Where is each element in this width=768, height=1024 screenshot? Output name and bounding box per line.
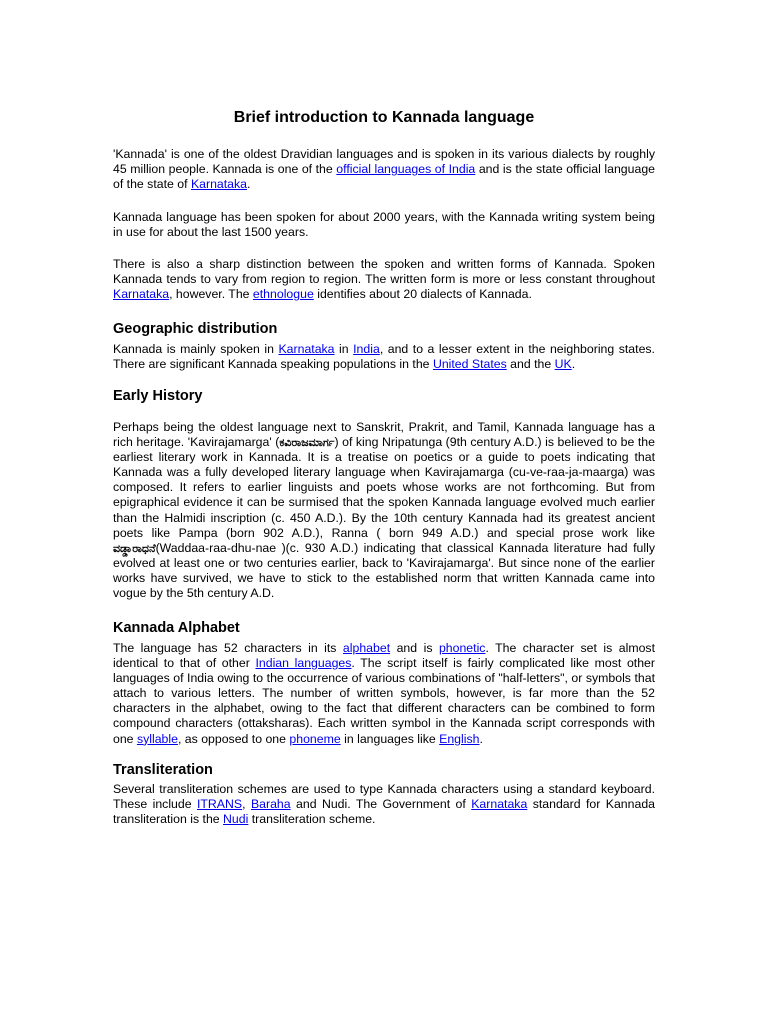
text-run: The language has 52 characters in its [113, 641, 343, 655]
text-run: . [247, 177, 251, 192]
page-title: Brief introduction to Kannada language [233, 109, 535, 126]
link-india[interactable]: India [353, 342, 380, 356]
link-syllable[interactable]: syllable [136, 731, 178, 746]
text-run: 'Kannada' is one of the oldest Dravidian languages and is spoken in its various dialects by roughly 45 million people. Kannada is one of the [113, 147, 655, 177]
text-run: identifies about 20 dialects of Kannada. [313, 287, 532, 302]
text-run: and is [390, 641, 439, 655]
text-run: , [242, 797, 251, 812]
link-itrans[interactable]: ITRANS [197, 797, 243, 812]
text-run: transliteration scheme. [248, 812, 376, 827]
text-run: and the [506, 357, 555, 372]
text-run: standard for Kannada transliteration is the [113, 797, 655, 827]
link-alphabet[interactable]: alphabet [342, 641, 391, 655]
text-run: in [334, 342, 354, 356]
link-english[interactable]: English [439, 731, 480, 746]
geographic-paragraph [113, 342, 655, 372]
text-run: There is also a sharp distinction between the spoken and written forms of Kannada. Spoken Kannada tends to vary from region to region. The written form is more or less constant throughout [113, 257, 655, 287]
text-run: . The character set is almost identical to that of other [113, 641, 655, 671]
heading-geographic-distribution: Geographic distribution [113, 321, 278, 337]
link-karnataka[interactable]: Karnataka [278, 342, 335, 356]
text-run: , as opposed to one [177, 731, 290, 746]
intro-paragraph-3 [113, 257, 655, 302]
intro-paragraph-1 [113, 147, 655, 192]
text-run: and is the state official language of the state of [113, 162, 656, 192]
link-united-states[interactable]: United States [432, 357, 507, 372]
text-run: , however. The [169, 287, 253, 302]
link-nudi[interactable]: Nudi [223, 812, 249, 827]
link-karnataka[interactable]: Karnataka [190, 177, 247, 192]
intro-paragraph-2: Kannada language has been spoken for about 2000 years, with the Kannada writing system being in use for about the last 1500 years. [113, 210, 655, 240]
text-run: Perhaps being the oldest language next to Sanskrit, Prakrit, and Tamil, Kannada language has a rich heritage. 'Kavirajamarga' ( [113, 420, 655, 450]
transliteration-paragraph [113, 782, 655, 827]
link-karnataka[interactable]: Karnataka [113, 287, 170, 302]
text-run: , and to a lesser extent in the neighboring states. There are significant Kannada speaking populations in the [113, 342, 655, 372]
kannada-script-kavirajamarga: ಕವಿರಾಜಮಾರ್ಗ [279, 436, 335, 450]
text-run: ) of king Nripatunga (9th century A.D.) is believed to be the earliest literary work in Kannada. It is a treatise on poetics or a guide to poets indicating that Kannada was a fully developed literary language when Kavirajamarga (cu-ve-raa-ja-maarga) was composed. It refers to earlier linguists and poets whose works are not forthcoming. But from epigraphical evidence it can be surmised that the spoken Kannada language evolved much earlier than the Halmidi inscription (c. 450 A.D.). By the 10th century Kannada had its greatest ancient poets like Pampa (born 902 A.D.), Ranna ( born 949 A.D.) and special prose work like [113, 435, 655, 540]
heading-kannada-alphabet: Kannada Alphabet [113, 620, 240, 636]
link-phonetic[interactable]: phonetic [438, 641, 486, 655]
text-run: . The script itself is fairly complicated like most other languages of India owing to the occurrence of various combinations of "half-letters", or symbols that attach to various letters. The number of written symbols, however, is far more than the 52 characters in the alphabet, owing to the fact that different characters can be combined to form compound characters (ottaksharas). Each written symbol in the Kannada script corresponds with one [113, 656, 655, 746]
link-uk[interactable]: UK [554, 357, 572, 372]
text-run: in languages like [340, 731, 440, 746]
text-run: . [571, 357, 576, 372]
kannada-script-vaddaradhane: ವಡ್ಡಾರಾಧನೆ [113, 541, 156, 555]
text-run: (Waddaa-raa-dhu-nae )(c. 930 A.D.) indicating that classical Kannada literature had fully evolved at least one or two centuries earlier, back to 'Kavirajamarga'. But since none of the earlier works have survived, we have to stick to the established norm that written Kannada came into vogue by the 5th century A.D. [113, 540, 655, 601]
text-run: and Nudi. The Government of [290, 797, 472, 812]
text-run: . [479, 731, 483, 746]
link-indian-languages[interactable]: Indian languages [255, 656, 352, 671]
text-run: Several transliteration schemes are used to type Kannada characters using a standard keyboard. These include [113, 782, 655, 812]
link-official-languages-of-india[interactable]: official languages of India [336, 162, 476, 177]
early-history-paragraph [113, 420, 655, 601]
link-phoneme[interactable]: phoneme [289, 731, 341, 746]
alphabet-paragraph [113, 641, 655, 747]
text-run: Kannada is mainly spoken in [113, 342, 279, 356]
heading-transliteration: Transliteration [113, 762, 213, 778]
link-baraha[interactable]: Baraha [250, 797, 291, 812]
link-karnataka[interactable]: Karnataka [471, 797, 528, 812]
link-ethnologue[interactable]: ethnologue [252, 287, 314, 302]
heading-early-history: Early History [113, 388, 203, 404]
